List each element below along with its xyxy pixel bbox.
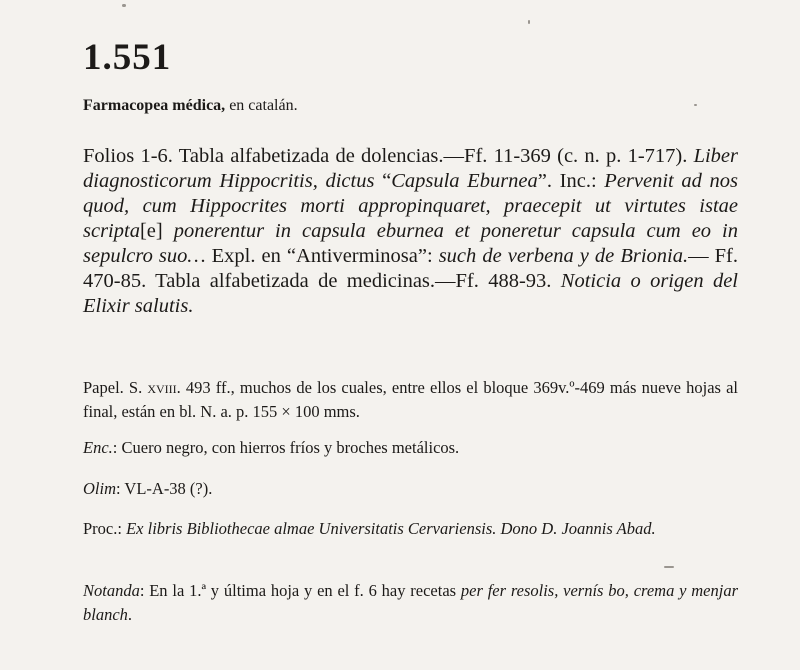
desc-italic: such de verbena y de Brionia. — [438, 245, 689, 267]
physical-description — [83, 376, 738, 424]
binding — [83, 436, 738, 460]
speck — [664, 566, 674, 568]
title-rest: en catalán. — [225, 97, 298, 114]
notes-text: : En la 1.ª y última hoja y en el f. 6 hay recetas — [139, 581, 461, 600]
binding-text: : Cuero negro, con hierros fríos y broches metálicos. — [112, 438, 460, 457]
entry-number: 1.551 — [83, 37, 172, 78]
desc-text: — Ff. 470-85. Tabla alfabetizada de medicinas.—Ff. 488-93. — [83, 245, 738, 292]
desc-text: Expl. en “Antiverminosa”: — [205, 245, 439, 267]
desc-italic: Noticia o origen del Elixir salutis. — [83, 270, 738, 317]
desc-italic: Liber diagnosticorum Hippocritis, dictus — [83, 145, 738, 192]
entry-title — [83, 97, 743, 115]
desc-italic: Pervenit ad nos quod, cum Hippocrites morti appropinquaret, praecepit ut virtutes istae scripta — [83, 170, 738, 242]
notes-label: Notanda — [83, 581, 140, 600]
provenance-label: Proc.: — [83, 519, 127, 538]
desc-text: [e] — [139, 220, 163, 242]
desc-italic: Capsula Eburnea — [391, 170, 538, 192]
speck — [528, 20, 530, 24]
desc-italic: ponerentur in capsula eburnea et poneretur capsula cum eo in sepulcro suo… — [83, 220, 738, 267]
century: xviii — [147, 378, 177, 397]
desc-text: Folios 1-6. Tabla alfabetizada de dolencias.—Ff. 11-369 (c. n. p. 1-717). — [83, 145, 694, 167]
title-bold: Farmacopea médica, — [83, 97, 226, 114]
binding-label: Enc. — [83, 438, 113, 457]
olim-label: Olim — [83, 479, 116, 498]
physical-text: . 493 ff., muchos de los cuales, entre ellos el bloque 369v.º-469 más nueve hojas al final, están en bl. N. a. p. 155 × 100 mms. — [83, 378, 738, 421]
desc-text: “ — [374, 170, 392, 192]
notes — [83, 579, 738, 627]
provenance-text: Ex libris Bibliothecae almae Universitatis Cervariensis. Dono D. Joannis Abad. — [126, 519, 656, 538]
desc-text: ”. Inc.: — [537, 170, 605, 192]
speck — [694, 104, 697, 106]
description — [83, 144, 738, 319]
olim-text: : VL-A-38 (?). — [116, 479, 213, 498]
physical-text: Papel. S. — [83, 378, 148, 397]
olim — [83, 477, 738, 501]
notes-italic: per fer resolis, vernís bo, crema y menjar blanch — [83, 581, 738, 624]
provenance — [83, 517, 738, 541]
notes-text: . — [127, 605, 133, 624]
speck — [122, 4, 126, 7]
